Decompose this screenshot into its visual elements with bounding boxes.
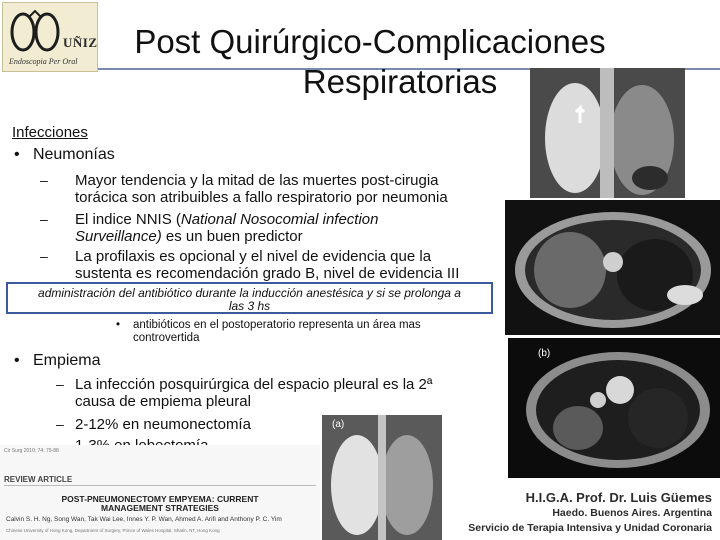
dash-icon: – [40,172,48,188]
footer-location: Haedo. Buenos Aires. Argentina [552,507,712,519]
infeccion-item-1a: Mayor tendencia y la mitad de las muertes post-cirugia [75,172,439,189]
infeccion-item-1b: torácica son atribuibles a fallo respiratorio por neumonia [75,189,448,206]
sub-bullet-icon: • [116,319,121,331]
sub-bullet-line1: antibióticos en el postoperatorio representa un área mas [133,319,421,331]
empiema-bullet: • Empiema [14,352,101,369]
dash-icon: – [56,416,64,432]
logo [2,2,98,72]
logo-emblem-icon [9,9,65,55]
logo-subtitle: Endoscopia Per Oral [9,57,78,66]
article-clipping [0,445,320,540]
article-authors: Calvin S. H. Ng, Song Wan, Tak Wai Lee, Innes Y. P. Wan, Ahmed A. Arifi and Anthony P. C. Yim [6,516,282,523]
ct-scan-b-image [508,338,720,478]
footer-service: Servicio de Terapia Intensiva y Unidad Coronaria [468,522,712,534]
xray2-label: (a) [332,419,345,430]
dash-icon: – [40,248,48,264]
dash-icon: – [56,376,64,392]
dash-icon: – [40,211,48,227]
empiema-item-2: 2-12% en neumonectomía [75,416,251,433]
chest-xray-a-image [322,415,442,540]
footer-hospital: H.I.G.A. Prof. Dr. Luis Güemes [525,490,712,505]
article-header: Cir Surg 2010; 74: 79-88 [4,448,59,454]
highlight-text: administración del antibiótico durante la inducción anestésica y si se prolonga a las 3 hs [38,286,461,313]
article-section: REVIEW ARTICLE [4,475,73,484]
slide-title-line2: Respiratorias [302,63,498,100]
chest-xray-image [530,68,685,198]
infeccion-item-2: El indice NNIS (National Nosocomial infection [75,211,379,228]
infeccion-item-3a: La profilaxis es opcional y el nivel de evidencia que la [75,248,432,265]
sub-bullet-line2: controvertida [133,332,200,344]
empiema-item-1b: causa de empiema pleural [75,393,251,410]
slide-title-line1: Post Quirúrgico-Complicaciones [134,23,606,60]
neumonias-bullet: • Neumonías [14,146,115,163]
article-divider [4,485,316,486]
logo-brand: UÑIZ [63,35,98,50]
infeccion-item-3b: sustenta es recomendación grado B, nivel de evidencia III [75,265,460,282]
article-title: POST-PNEUMONECTOMY EMPYEMA: CURRENT MANAGEMENT STRATEGIES [61,494,259,513]
empiema-item-1a: La infección posquirúrgica del espacio pleural es la 2ª [75,376,433,393]
ct2-label: (b) [538,348,551,359]
infeccion-item-2b: Surveillance) es un buen predictor [75,228,303,245]
article-affiliation: Chinese University of Hong Kong, Department of Surgery, Prince of Wales Hospital, Shatin, NT, Hong Kong [6,528,220,533]
infecciones-heading: Infecciones [12,124,88,141]
ct-scan-image [505,200,720,335]
